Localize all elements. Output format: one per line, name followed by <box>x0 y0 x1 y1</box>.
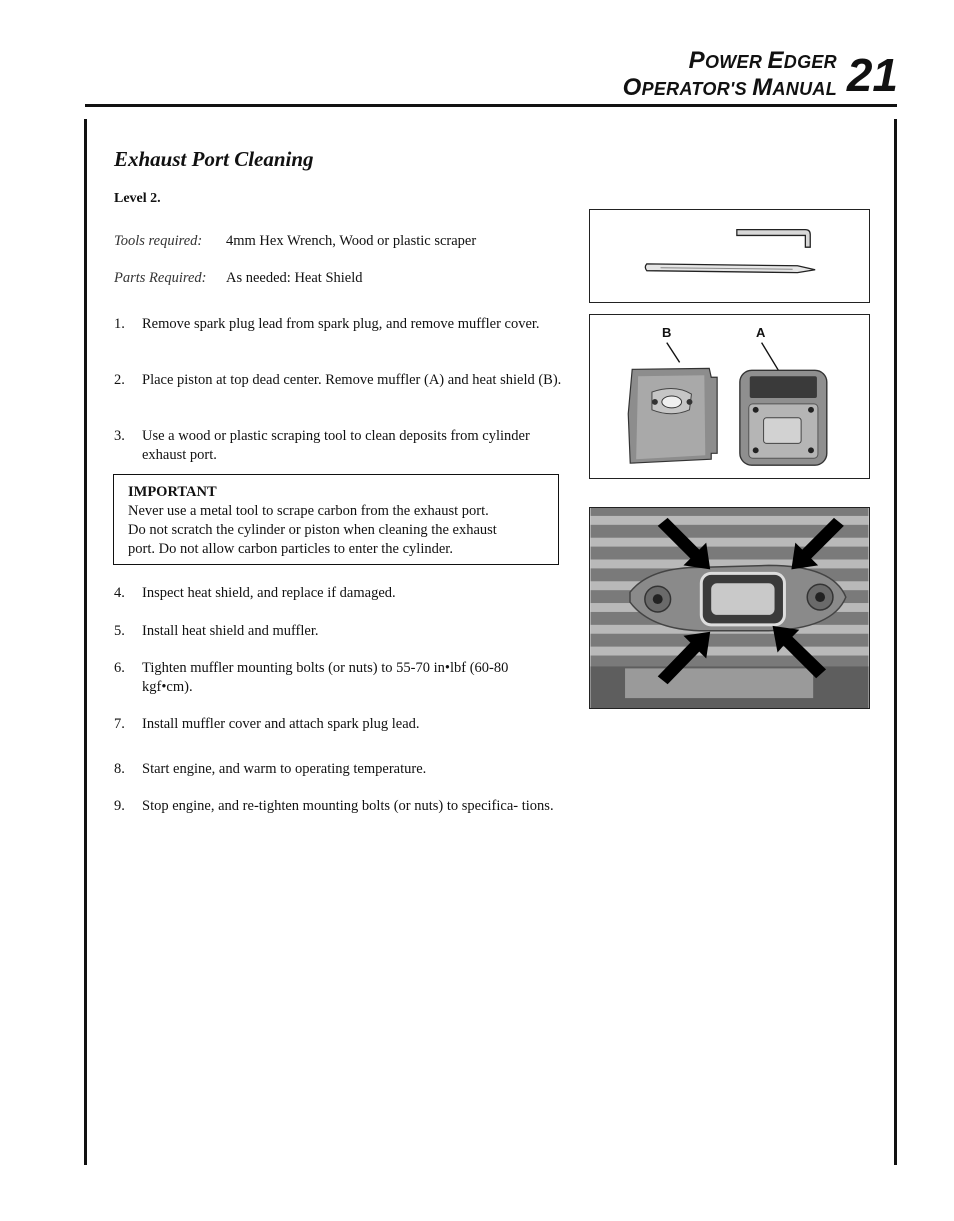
important-line: port. Do not allow carbon particles to enter the cylinder. <box>128 541 453 557</box>
step-item: 2. Place piston at top dead center. Remove muffler (A) and heat shield (B). <box>114 372 562 388</box>
level-label: Level 2. <box>114 191 161 206</box>
step-item: 5. Install heat shield and muffler. <box>114 623 319 639</box>
callout-a: A <box>756 325 766 340</box>
manual-title <box>623 48 837 102</box>
important-line: Never use a metal tool to scrape carbon from the exhaust port. <box>128 503 489 519</box>
important-title: IMPORTANT <box>128 484 217 500</box>
muffler-parts-drawing <box>590 315 869 478</box>
right-margin-rule <box>894 119 897 1165</box>
tools-required-label: Tools required: <box>114 233 203 249</box>
exhaust-port-photo <box>589 507 870 709</box>
parts-required-value: As needed: Heat Shield <box>226 270 363 286</box>
hex-wrench-and-scraper-drawing <box>590 210 869 302</box>
step-item: 3. Use a wood or plastic scraping tool to clean deposits from cylinder exhaust port. <box>114 428 530 463</box>
important-line: Do not scratch the cylinder or piston when cleaning the exhaust <box>128 522 497 538</box>
header-rule <box>85 104 897 107</box>
parts-required <box>114 270 363 287</box>
section-title: Exhaust Port Cleaning <box>114 147 314 171</box>
step-item: 7. Install muffler cover and attach spark plug lead. <box>114 716 420 732</box>
step-item: 8. Start engine, and warm to operating temperature. <box>114 761 427 777</box>
tools-required <box>114 233 476 250</box>
important-notice-box <box>113 474 559 565</box>
step-item: 4. Inspect heat shield, and replace if damaged. <box>114 585 396 601</box>
muffler-heat-shield-photo <box>589 314 870 479</box>
cylinder-exhaust-port-drawing <box>590 508 869 708</box>
parts-required-label: Parts Required: <box>114 270 207 286</box>
manual-title-line-2: OPERATOR'S MANUAL <box>622 74 837 101</box>
step-item: 9. Stop engine, and re-tighten mounting bolts (or nuts) to specifica- tions. <box>114 798 554 814</box>
step-item: 6. Tighten muffler mounting bolts (or nuts) to 55-70 in•lbf (60-80 kgf•cm). <box>114 660 509 695</box>
manual-title-line-1: POWER EDGER <box>688 47 837 74</box>
step-item: 1. Remove spark plug lead from spark plug, and remove muffler cover. <box>114 316 540 332</box>
left-margin-rule <box>84 119 87 1165</box>
tools-illustration <box>589 209 870 303</box>
page-number: 21 <box>846 49 898 101</box>
callout-b: B <box>662 325 672 340</box>
tools-required-value: 4mm Hex Wrench, Wood or plastic scraper <box>226 233 477 249</box>
